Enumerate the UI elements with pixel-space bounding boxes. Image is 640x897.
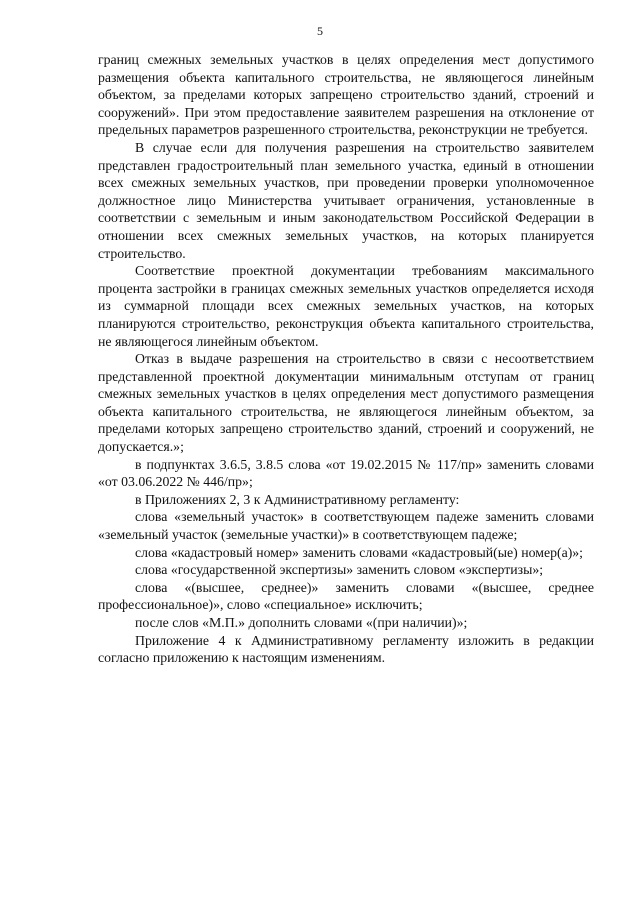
paragraph: слова «государственной экспертизы» заменить словом «экспертизы»; [135,562,544,578]
paragraph: слова «земельный участок» в соответствующем падеже заменить словами «земельный участок (земельные участки)» в соответствующем падеже; [98,509,594,543]
paragraph: в подпунктах 3.6.5, 3.8.5 слова «от 19.02.2015 № 117/пр» заменить словами «от 03.06.2022 № 446/пр»; [98,456,594,490]
paragraph: в Приложениях 2, 3 к Административному регламенту: [135,491,460,507]
paragraph: Соответствие проектной документации требованиям максимального процента застройки в границах смежных земельных участков определяется исходя из суммарной площади всех смежных земельных участков, на которых планируются строительство, реконструкция объекта капитального строительства, не являющегося линейным объектом. [98,263,594,349]
paragraph: после слов «М.П.» дополнить словами «(при наличии)»; [135,615,468,630]
page-number: 5 [317,24,323,38]
paragraph: границ смежных земельных участков в целях определения мест допустимого размещения объекта капитального строительства, не являющегося линейным объектом, за пределами которых запрещено строительство зданий, строений и сооружений». При этом предоставление заявителем разрешения на отклонение от предельных параметров разрешенного строительства, реконструкции не требуется. [98,52,594,138]
paragraph: В случае если для получения разрешения на строительство заявителем представлен градостроительный план земельного участка, единый в отношении всех смежных земельных участков, при проведении проверки уполномоченное должностное лицо Министерства учитывает ограничения, установленные в соответствии с земельным и иным законодательством Российской Федерации в отношении всех смежных земельных участков, на которых планируется строительство. [98,139,594,261]
paragraph: Отказ в выдаче разрешения на строительство в связи с несоответствием представленной проектной документации минимальным отступам от границ смежных земельных участков в целях определения мест допустимого размещения объекта капитального строительства, не являющегося линейным объектом, за пределами которых запрещено строительство зданий, строений и сооружений, не допускается.»; [98,351,594,455]
paragraph: слова «(высшее, среднее)» заменить словами «(высшее, среднее профессиональное)», слово «специальное» исключить; [98,579,594,613]
paragraph: Приложение 4 к Административному регламенту изложить в редакции согласно приложению к настоящим изменениям. [98,632,594,666]
paragraph: слова «кадастровый номер» заменить словами «кадастровый(ые) номер(а)»; [135,544,584,560]
document-body [98,51,594,667]
